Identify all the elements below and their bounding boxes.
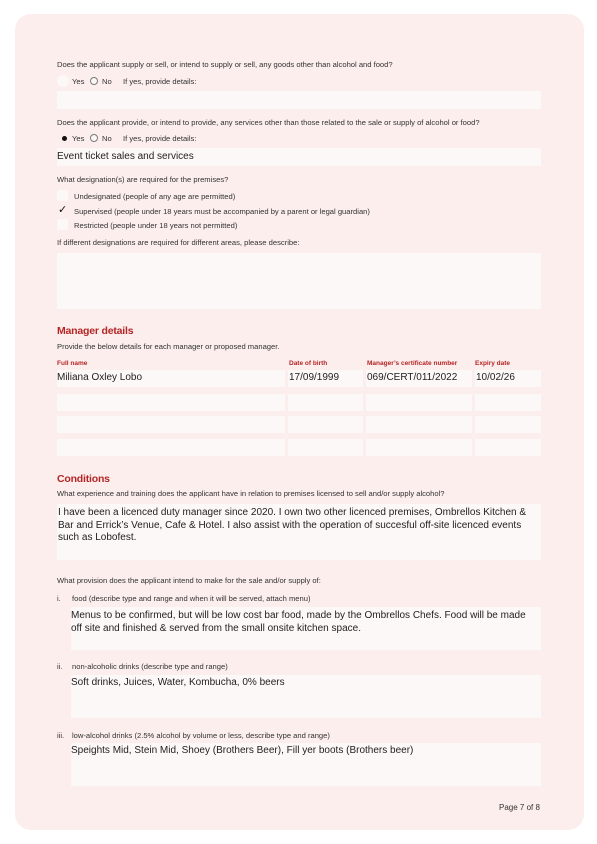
manager-cert-field[interactable]: [366, 439, 472, 456]
option-supervised-label: Supervised (people under 18 years must be accompanied by a parent or legal guardian): [74, 207, 370, 216]
low-alcohol-provision-field[interactable]: [71, 743, 541, 786]
non-alcoholic-label: non-alcoholic drinks (describe type and range): [72, 662, 228, 671]
food-provision-field[interactable]: [71, 607, 541, 650]
experience-field[interactable]: [57, 504, 541, 560]
column-header-full-name: Full name: [57, 360, 88, 367]
manager-expiry-field[interactable]: [475, 370, 541, 387]
radio-yes-label: Yes: [72, 134, 85, 143]
item-number: ii.: [57, 662, 63, 671]
experience-line: such as Lobofest.: [58, 532, 137, 543]
experience-line: I have been a licenced duty manager since 2020. I own two other licenced premises, Ombrellos Kitchen &: [58, 507, 527, 518]
areas-description-field[interactable]: [57, 253, 541, 309]
radio-no-services[interactable]: [90, 134, 98, 142]
manager-cert-field[interactable]: [366, 370, 472, 387]
manager-dob-value: 17/09/1999: [289, 372, 340, 383]
question-other-services: Does the applicant provide, or intend to provide, any services other than those related to the sale or supply of alcohol or food?: [57, 118, 480, 127]
column-header-date-of-birth: Date of birth: [289, 360, 328, 367]
radio-yes-services-selected[interactable]: [62, 136, 67, 141]
manager-instructions: Provide the below details for each manager or proposed manager.: [57, 342, 280, 351]
details-label: If yes, provide details:: [123, 134, 197, 143]
manager-cert-field[interactable]: [366, 416, 472, 433]
food-provision-line: off site and finished & served from the small onsite kitchen space.: [71, 622, 361, 634]
option-restricted-label: Restricted (people under 18 years not permitted): [74, 221, 238, 230]
non-alcoholic-provision-line: Soft drinks, Juices, Water, Kombucha, 0% beers: [71, 677, 285, 688]
manager-expiry-value: 10/02/26: [476, 372, 515, 383]
checkbox-undesignated[interactable]: [57, 190, 68, 201]
goods-details-field[interactable]: [57, 91, 541, 109]
manager-expiry-field[interactable]: [475, 439, 541, 456]
manager-name-field[interactable]: [57, 439, 285, 456]
radio-yes-goods[interactable]: [57, 75, 69, 87]
column-header-expiry-date: Expiry date: [475, 360, 511, 367]
question-designation: What designation(s) are required for the premises?: [57, 175, 229, 184]
item-number: iii.: [57, 731, 65, 740]
manager-name-field[interactable]: [57, 416, 285, 433]
column-header-certificate-number: Manager’s certificate number: [367, 360, 458, 367]
option-undesignated-label: Undesignated (people of any age are permitted): [74, 192, 236, 201]
low-alcohol-label: low-alcohol drinks (2.5% alcohol by volume or less, describe type and range): [72, 731, 330, 740]
services-details-value: Event ticket sales and services: [57, 151, 194, 162]
non-alcoholic-provision-field[interactable]: [71, 675, 541, 718]
provision-question: What provision does the applicant intend to make for the sale and/or supply of:: [57, 576, 321, 585]
manager-cert-field[interactable]: [366, 394, 472, 411]
low-alcohol-provision-line: Speights Mid, Stein Mid, Shoey (Brothers Beer), Fill yer boots (Brothers beer): [71, 745, 414, 756]
services-details-field[interactable]: [57, 148, 541, 166]
section-title-conditions: Conditions: [57, 473, 110, 485]
experience-question: What experience and training does the applicant have in relation to premises licensed to sell and/or supply alcohol?: [57, 489, 445, 498]
manager-dob-field[interactable]: [288, 370, 363, 387]
radio-yes-label: Yes: [72, 77, 85, 86]
radio-no-label: No: [102, 77, 112, 86]
section-title-manager-details: Manager details: [57, 325, 134, 337]
manager-expiry-field[interactable]: [475, 394, 541, 411]
manager-expiry-field[interactable]: [475, 416, 541, 433]
manager-dob-field[interactable]: [288, 439, 363, 456]
radio-no-goods[interactable]: [90, 77, 98, 85]
question-other-goods: Does the applicant supply or sell, or intend to supply or sell, any goods other than alcohol and food?: [57, 60, 393, 69]
item-number: i.: [57, 594, 61, 603]
food-provision-line: Menus to be confirmed, but will be low cost bar food, made by the Ombrellos Chefs. Food will be made: [71, 610, 526, 621]
manager-dob-field[interactable]: [288, 416, 363, 433]
details-label: If yes, provide details:: [123, 77, 197, 86]
radio-no-label: No: [102, 134, 112, 143]
areas-label: If different designations are required for different areas, please describe:: [57, 238, 300, 247]
manager-name-field[interactable]: [57, 394, 285, 411]
manager-dob-field[interactable]: [288, 394, 363, 411]
manager-cert-value: 069/CERT/011/2022: [367, 372, 458, 383]
checkmark-icon[interactable]: ✓: [58, 204, 68, 216]
food-label: food (describe type and range and when it will be served, attach menu): [72, 594, 311, 603]
experience-line: Bar and Errick’s Venue, Cafe & Hotel. I also assist with the operation of succesful off-site licenced events: [58, 519, 522, 531]
manager-name-value: Miliana Oxley Lobo: [57, 372, 143, 383]
checkbox-restricted[interactable]: [57, 219, 68, 230]
manager-name-field[interactable]: [57, 370, 285, 387]
page-number: Page 7 of 8: [499, 803, 540, 812]
